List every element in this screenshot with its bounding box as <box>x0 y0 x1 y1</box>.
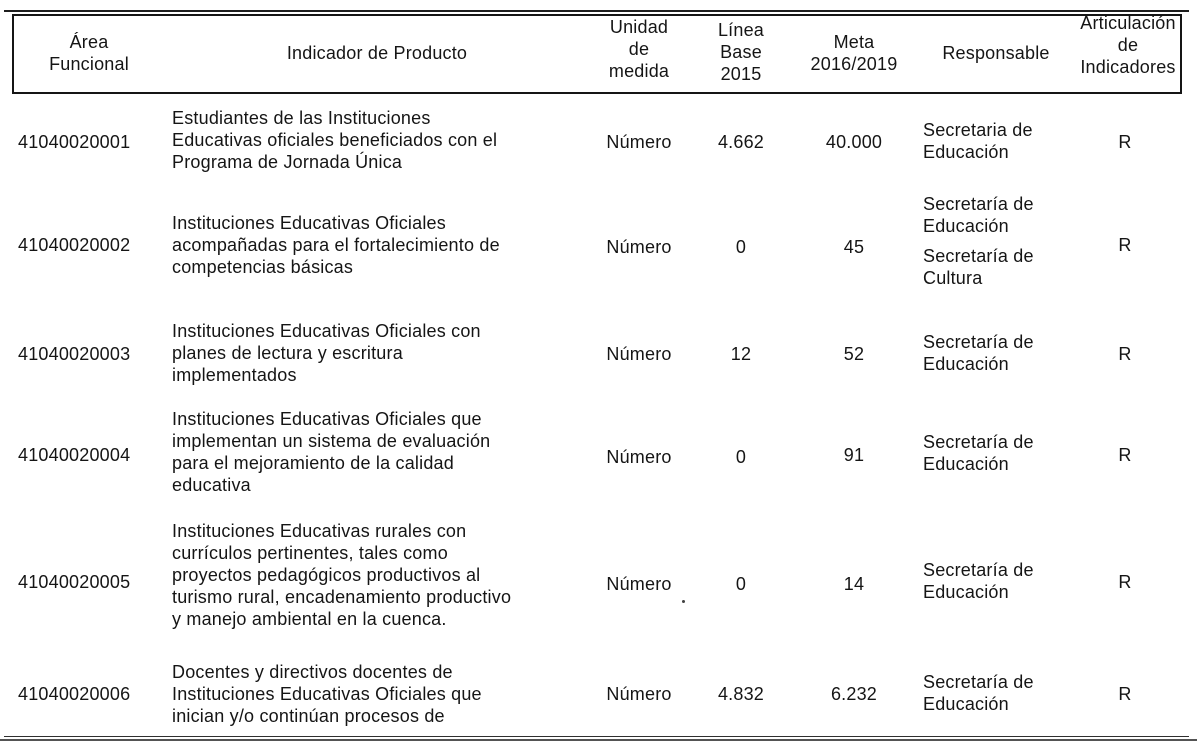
row-1-articulation: R <box>1118 132 1132 152</box>
header-indicador-producto: Indicador de Producto <box>286 43 468 63</box>
row-2-meta: 45 <box>843 237 865 257</box>
row-3-articulation: R <box>1118 344 1132 364</box>
header-unidad-medida: Unidad de medida <box>608 17 670 81</box>
row-3-unit: Número <box>606 344 672 364</box>
row-6-responsible: Secretaría de Educación <box>923 672 1034 714</box>
bottom-rule <box>4 736 1189 737</box>
row-3-meta: 52 <box>843 344 865 364</box>
row-4-code: 41040020004 <box>18 445 131 465</box>
row-2-base: 0 <box>735 237 747 257</box>
row-2-indicator: Instituciones Educativas Oficiales acompañadas para el fortalecimiento de competencias básicas <box>172 213 500 277</box>
row-6-code: 41040020006 <box>18 684 131 704</box>
row-4-articulation: R <box>1118 445 1132 465</box>
row-5-unit: Número <box>606 574 672 594</box>
row-5-indicator: Instituciones Educativas rurales con currículos pertinentes, tales como proyectos pedagógicos productivos al turismo rural, encadenamiento productivo y manejo ambiental en la cuenca. <box>172 521 512 629</box>
row-2-responsible: Secretaría de Educación Secretaría de Cultura <box>923 194 1034 288</box>
row-6-articulation: R <box>1118 684 1132 704</box>
row-5-articulation: R <box>1118 572 1132 592</box>
row-4-base: 0 <box>735 447 747 467</box>
row-3-indicator: Instituciones Educativas Oficiales con planes de lectura y escritura implementados <box>172 321 481 385</box>
row-4-meta: 91 <box>843 445 865 465</box>
row-1-indicator: Estudiantes de las Instituciones Educativas oficiales beneficiados con el Programa de Jornada Única <box>172 108 498 172</box>
row-6-meta: 6.232 <box>830 684 878 704</box>
row-6-unit: Número <box>606 684 672 704</box>
row-5-code: 41040020005 <box>18 572 131 592</box>
header-responsable: Responsable <box>942 43 1050 63</box>
row-5-base: 0 <box>735 574 747 594</box>
row-6-base: 4.832 <box>717 684 765 704</box>
header-meta: Meta 2016/2019 <box>810 32 898 74</box>
row-1-unit: Número <box>606 132 672 152</box>
row-2-articulation: R <box>1118 235 1132 255</box>
row-1-code: 41040020001 <box>18 132 131 152</box>
row-4-unit: Número <box>606 447 672 467</box>
scan-speck <box>682 600 685 603</box>
row-6-indicator: Docentes y directivos docentes de Instituciones Educativas Oficiales que inician y/o continúan procesos de <box>172 662 482 726</box>
header-linea-base: Línea Base 2015 <box>717 20 765 84</box>
row-4-responsible: Secretaría de Educación <box>923 432 1034 474</box>
header-articulacion: Articulación de Indicadores <box>1080 13 1176 77</box>
row-4-indicator: Instituciones Educativas Oficiales que implementan un sistema de evaluación para el mejoramiento de la calidad educativa <box>172 409 491 495</box>
row-1-meta: 40.000 <box>825 132 883 152</box>
row-2-code: 41040020002 <box>18 235 131 255</box>
row-3-responsible: Secretaría de Educación <box>923 332 1034 374</box>
row-5-meta: 14 <box>843 574 865 594</box>
row-3-code: 41040020003 <box>18 344 131 364</box>
header-area-funcional: Área Funcional <box>49 32 129 74</box>
row-5-responsible: Secretaría de Educación <box>923 560 1034 602</box>
row-1-base: 4.662 <box>717 132 765 152</box>
row-1-responsible: Secretaria de Educación <box>923 120 1033 162</box>
row-3-base: 12 <box>730 344 752 364</box>
top-rule <box>4 10 1189 12</box>
row-2-unit: Número <box>606 237 672 257</box>
